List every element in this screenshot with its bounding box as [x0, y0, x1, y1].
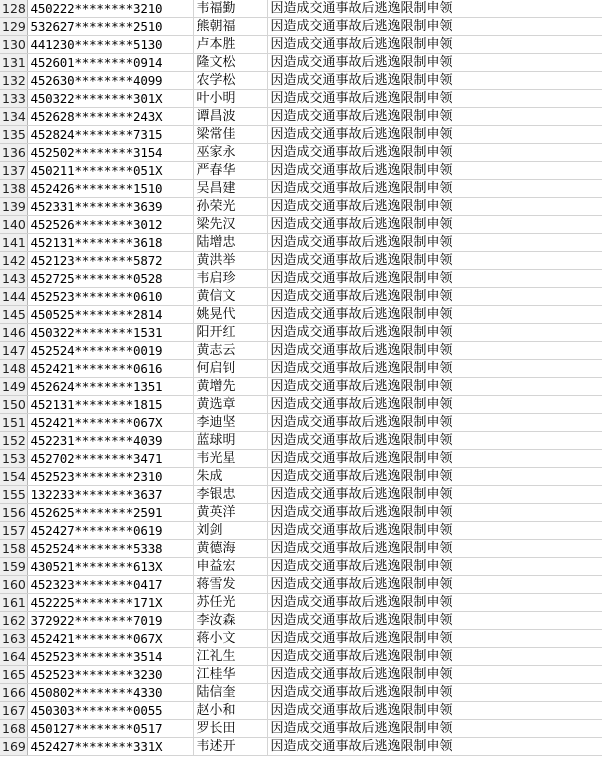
id-number-cell[interactable]: 452502********3154 — [27, 144, 193, 162]
row-number-header[interactable]: 142 — [2, 253, 26, 268]
table-row[interactable] — [0, 36, 602, 54]
reason-cell[interactable]: 因造成交通事故后逃逸限制申领 — [267, 72, 602, 90]
id-number-cell[interactable]: 452231********4039 — [27, 432, 193, 450]
row-number-header[interactable]: 141 — [2, 235, 26, 250]
reason-cell[interactable]: 因造成交通事故后逃逸限制申领 — [267, 666, 602, 684]
reason-cell[interactable]: 因造成交通事故后逃逸限制申领 — [267, 468, 602, 486]
row-number-header[interactable]: 161 — [2, 595, 26, 610]
id-number-cell[interactable]: 450322********1531 — [27, 324, 193, 342]
row-number-header[interactable]: 164 — [2, 649, 26, 664]
row-number-header[interactable]: 149 — [2, 379, 26, 394]
row-number-header[interactable]: 169 — [2, 739, 26, 754]
row-number-header[interactable]: 137 — [2, 163, 26, 178]
table-row[interactable] — [0, 234, 602, 252]
reason-cell[interactable]: 因造成交通事故后逃逸限制申领 — [267, 630, 602, 648]
table-row[interactable] — [0, 288, 602, 306]
id-number-cell[interactable]: 430521********613X — [27, 558, 193, 576]
name-cell[interactable]: 李汝森 — [193, 612, 267, 630]
table-row[interactable] — [0, 666, 602, 684]
name-cell[interactable]: 刘剑 — [193, 522, 267, 540]
reason-cell[interactable]: 因造成交通事故后逃逸限制申领 — [267, 252, 602, 270]
table-row[interactable] — [0, 504, 602, 522]
name-cell[interactable]: 苏任光 — [193, 594, 267, 612]
row-number-header[interactable]: 140 — [2, 217, 26, 232]
id-number-cell[interactable]: 452601********0914 — [27, 54, 193, 72]
name-cell[interactable]: 农学松 — [193, 72, 267, 90]
id-number-cell[interactable]: 452628********243X — [27, 108, 193, 126]
reason-cell[interactable]: 因造成交通事故后逃逸限制申领 — [267, 720, 602, 738]
id-number-cell[interactable]: 450322********301X — [27, 90, 193, 108]
row-number-header[interactable]: 156 — [2, 505, 26, 520]
table-row[interactable] — [0, 396, 602, 414]
table-row[interactable] — [0, 540, 602, 558]
row-number-header[interactable]: 157 — [2, 523, 26, 538]
id-number-cell[interactable]: 452427********331X — [27, 738, 193, 756]
id-number-cell[interactable]: 132233********3637 — [27, 486, 193, 504]
table-row[interactable] — [0, 108, 602, 126]
table-row[interactable] — [0, 702, 602, 720]
id-number-cell[interactable]: 450525********2814 — [27, 306, 193, 324]
reason-cell[interactable]: 因造成交通事故后逃逸限制申领 — [267, 0, 602, 18]
table-row[interactable] — [0, 324, 602, 342]
table-row[interactable] — [0, 450, 602, 468]
name-cell[interactable]: 韦启珍 — [193, 270, 267, 288]
name-cell[interactable]: 黄选章 — [193, 396, 267, 414]
row-number-header[interactable]: 128 — [2, 1, 26, 16]
name-cell[interactable]: 严春华 — [193, 162, 267, 180]
name-cell[interactable]: 黄信文 — [193, 288, 267, 306]
reason-cell[interactable]: 因造成交通事故后逃逸限制申领 — [267, 162, 602, 180]
row-number-header[interactable]: 147 — [2, 343, 26, 358]
name-cell[interactable]: 何启钊 — [193, 360, 267, 378]
reason-cell[interactable]: 因造成交通事故后逃逸限制申领 — [267, 648, 602, 666]
name-cell[interactable]: 陆增忠 — [193, 234, 267, 252]
table-row[interactable] — [0, 378, 602, 396]
name-cell[interactable]: 江礼生 — [193, 648, 267, 666]
row-number-header[interactable]: 163 — [2, 631, 26, 646]
table-row[interactable] — [0, 54, 602, 72]
name-cell[interactable]: 朱成 — [193, 468, 267, 486]
row-number-header[interactable]: 167 — [2, 703, 26, 718]
reason-cell[interactable]: 因造成交通事故后逃逸限制申领 — [267, 234, 602, 252]
name-cell[interactable]: 陆信奎 — [193, 684, 267, 702]
reason-cell[interactable]: 因造成交通事故后逃逸限制申领 — [267, 90, 602, 108]
name-cell[interactable]: 姚晃代 — [193, 306, 267, 324]
reason-cell[interactable]: 因造成交通事故后逃逸限制申领 — [267, 270, 602, 288]
table-row[interactable] — [0, 180, 602, 198]
id-number-cell[interactable]: 450802********4330 — [27, 684, 193, 702]
id-number-cell[interactable]: 452225********171X — [27, 594, 193, 612]
name-cell[interactable]: 李银忠 — [193, 486, 267, 504]
id-number-cell[interactable]: 450211********051X — [27, 162, 193, 180]
name-cell[interactable]: 黄德海 — [193, 540, 267, 558]
name-cell[interactable]: 蓝球明 — [193, 432, 267, 450]
id-number-cell[interactable]: 452427********0619 — [27, 522, 193, 540]
row-number-header[interactable]: 150 — [2, 397, 26, 412]
table-row[interactable] — [0, 612, 602, 630]
table-row[interactable] — [0, 414, 602, 432]
id-number-cell[interactable]: 452624********1351 — [27, 378, 193, 396]
reason-cell[interactable]: 因造成交通事故后逃逸限制申领 — [267, 522, 602, 540]
name-cell[interactable]: 申益宏 — [193, 558, 267, 576]
table-row[interactable] — [0, 306, 602, 324]
reason-cell[interactable]: 因造成交通事故后逃逸限制申领 — [267, 360, 602, 378]
table-row[interactable] — [0, 72, 602, 90]
name-cell[interactable]: 梁先汉 — [193, 216, 267, 234]
table-row[interactable] — [0, 18, 602, 36]
reason-cell[interactable]: 因造成交通事故后逃逸限制申领 — [267, 576, 602, 594]
row-number-header[interactable]: 134 — [2, 109, 26, 124]
id-number-cell[interactable]: 441230********5130 — [27, 36, 193, 54]
id-number-cell[interactable]: 452426********1510 — [27, 180, 193, 198]
row-number-header[interactable]: 153 — [2, 451, 26, 466]
reason-cell[interactable]: 因造成交通事故后逃逸限制申领 — [267, 432, 602, 450]
table-row[interactable] — [0, 522, 602, 540]
id-number-cell[interactable]: 452725********0528 — [27, 270, 193, 288]
name-cell[interactable]: 蒋雪发 — [193, 576, 267, 594]
id-number-cell[interactable]: 532627********2510 — [27, 18, 193, 36]
row-number-header[interactable]: 136 — [2, 145, 26, 160]
id-number-cell[interactable]: 452331********3639 — [27, 198, 193, 216]
reason-cell[interactable]: 因造成交通事故后逃逸限制申领 — [267, 126, 602, 144]
name-cell[interactable]: 吴昌建 — [193, 180, 267, 198]
id-number-cell[interactable]: 372922********7019 — [27, 612, 193, 630]
row-number-header[interactable]: 166 — [2, 685, 26, 700]
table-row[interactable] — [0, 126, 602, 144]
row-number-header[interactable]: 155 — [2, 487, 26, 502]
table-row[interactable] — [0, 252, 602, 270]
row-number-header[interactable]: 129 — [2, 19, 26, 34]
reason-cell[interactable]: 因造成交通事故后逃逸限制申领 — [267, 684, 602, 702]
table-row[interactable] — [0, 270, 602, 288]
id-number-cell[interactable]: 450127********0517 — [27, 720, 193, 738]
row-number-header[interactable]: 138 — [2, 181, 26, 196]
table-row[interactable] — [0, 648, 602, 666]
table-row[interactable] — [0, 432, 602, 450]
id-number-cell[interactable]: 452523********3230 — [27, 666, 193, 684]
reason-cell[interactable]: 因造成交通事故后逃逸限制申领 — [267, 414, 602, 432]
row-number-header[interactable]: 154 — [2, 469, 26, 484]
reason-cell[interactable]: 因造成交通事故后逃逸限制申领 — [267, 36, 602, 54]
name-cell[interactable]: 韦述开 — [193, 738, 267, 756]
reason-cell[interactable]: 因造成交通事故后逃逸限制申领 — [267, 702, 602, 720]
id-number-cell[interactable]: 452123********5872 — [27, 252, 193, 270]
id-number-cell[interactable]: 452421********067X — [27, 414, 193, 432]
id-number-cell[interactable]: 452421********0616 — [27, 360, 193, 378]
table-row[interactable] — [0, 360, 602, 378]
id-number-cell[interactable]: 452421********067X — [27, 630, 193, 648]
id-number-cell[interactable]: 452131********1815 — [27, 396, 193, 414]
reason-cell[interactable]: 因造成交通事故后逃逸限制申领 — [267, 738, 602, 756]
id-number-cell[interactable]: 452824********7315 — [27, 126, 193, 144]
table-row[interactable] — [0, 630, 602, 648]
reason-cell[interactable]: 因造成交通事故后逃逸限制申领 — [267, 108, 602, 126]
id-number-cell[interactable]: 452702********3471 — [27, 450, 193, 468]
table-row[interactable] — [0, 738, 602, 756]
id-number-cell[interactable]: 452131********3618 — [27, 234, 193, 252]
table-row[interactable] — [0, 468, 602, 486]
name-cell[interactable]: 赵小和 — [193, 702, 267, 720]
row-number-header[interactable]: 133 — [2, 91, 26, 106]
row-number-header[interactable]: 168 — [2, 721, 26, 736]
reason-cell[interactable]: 因造成交通事故后逃逸限制申领 — [267, 450, 602, 468]
name-cell[interactable]: 卢本胜 — [193, 36, 267, 54]
row-number-header[interactable]: 160 — [2, 577, 26, 592]
row-number-header[interactable]: 151 — [2, 415, 26, 430]
id-number-cell[interactable]: 452524********0019 — [27, 342, 193, 360]
reason-cell[interactable]: 因造成交通事故后逃逸限制申领 — [267, 396, 602, 414]
name-cell[interactable]: 隆文松 — [193, 54, 267, 72]
reason-cell[interactable]: 因造成交通事故后逃逸限制申领 — [267, 306, 602, 324]
name-cell[interactable]: 熊朝福 — [193, 18, 267, 36]
reason-cell[interactable]: 因造成交通事故后逃逸限制申领 — [267, 540, 602, 558]
row-number-header[interactable]: 144 — [2, 289, 26, 304]
id-number-cell[interactable]: 452323********0417 — [27, 576, 193, 594]
reason-cell[interactable]: 因造成交通事故后逃逸限制申领 — [267, 18, 602, 36]
table-row[interactable] — [0, 576, 602, 594]
name-cell[interactable]: 韦光星 — [193, 450, 267, 468]
reason-cell[interactable]: 因造成交通事故后逃逸限制申领 — [267, 324, 602, 342]
id-number-cell[interactable]: 452630********4099 — [27, 72, 193, 90]
reason-cell[interactable]: 因造成交通事故后逃逸限制申领 — [267, 612, 602, 630]
name-cell[interactable]: 梁常佳 — [193, 126, 267, 144]
reason-cell[interactable]: 因造成交通事故后逃逸限制申领 — [267, 504, 602, 522]
table-row[interactable] — [0, 198, 602, 216]
id-number-cell[interactable]: 452523********3514 — [27, 648, 193, 666]
name-cell[interactable]: 李迪坚 — [193, 414, 267, 432]
row-number-header[interactable]: 159 — [2, 559, 26, 574]
name-cell[interactable]: 黄英洋 — [193, 504, 267, 522]
table-row[interactable] — [0, 90, 602, 108]
row-number-header[interactable]: 165 — [2, 667, 26, 682]
reason-cell[interactable]: 因造成交通事故后逃逸限制申领 — [267, 558, 602, 576]
table-row[interactable] — [0, 216, 602, 234]
name-cell[interactable]: 黄增先 — [193, 378, 267, 396]
reason-cell[interactable]: 因造成交通事故后逃逸限制申领 — [267, 198, 602, 216]
name-cell[interactable]: 叶小明 — [193, 90, 267, 108]
reason-cell[interactable]: 因造成交通事故后逃逸限制申领 — [267, 54, 602, 72]
reason-cell[interactable]: 因造成交通事故后逃逸限制申领 — [267, 342, 602, 360]
row-number-header[interactable]: 158 — [2, 541, 26, 556]
id-number-cell[interactable]: 452526********3012 — [27, 216, 193, 234]
name-cell[interactable]: 韦福勤 — [193, 0, 267, 18]
name-cell[interactable]: 孙荣光 — [193, 198, 267, 216]
row-number-header[interactable]: 143 — [2, 271, 26, 286]
row-number-header[interactable]: 130 — [2, 37, 26, 52]
row-number-header[interactable]: 135 — [2, 127, 26, 142]
row-number-header[interactable]: 131 — [2, 55, 26, 70]
table-row[interactable] — [0, 342, 602, 360]
reason-cell[interactable]: 因造成交通事故后逃逸限制申领 — [267, 144, 602, 162]
table-row[interactable] — [0, 144, 602, 162]
table-row[interactable] — [0, 720, 602, 738]
reason-cell[interactable]: 因造成交通事故后逃逸限制申领 — [267, 378, 602, 396]
table-row[interactable] — [0, 0, 602, 18]
row-number-header[interactable]: 162 — [2, 613, 26, 628]
table-row[interactable] — [0, 558, 602, 576]
reason-cell[interactable]: 因造成交通事故后逃逸限制申领 — [267, 288, 602, 306]
id-number-cell[interactable]: 452523********2310 — [27, 468, 193, 486]
id-number-cell[interactable]: 452523********0610 — [27, 288, 193, 306]
row-number-header[interactable]: 152 — [2, 433, 26, 448]
name-cell[interactable]: 黄志云 — [193, 342, 267, 360]
reason-cell[interactable]: 因造成交通事故后逃逸限制申领 — [267, 594, 602, 612]
row-number-header[interactable]: 145 — [2, 307, 26, 322]
row-number-header[interactable]: 139 — [2, 199, 26, 214]
name-cell[interactable]: 谭昌波 — [193, 108, 267, 126]
id-number-cell[interactable]: 452524********5338 — [27, 540, 193, 558]
row-number-header[interactable]: 132 — [2, 73, 26, 88]
id-number-cell[interactable]: 452625********2591 — [27, 504, 193, 522]
table-row[interactable] — [0, 684, 602, 702]
name-cell[interactable]: 蒋小文 — [193, 630, 267, 648]
name-cell[interactable]: 巫家永 — [193, 144, 267, 162]
table-row[interactable] — [0, 162, 602, 180]
name-cell[interactable]: 江桂华 — [193, 666, 267, 684]
row-number-header[interactable]: 148 — [2, 361, 26, 376]
name-cell[interactable]: 阳开红 — [193, 324, 267, 342]
reason-cell[interactable]: 因造成交通事故后逃逸限制申领 — [267, 216, 602, 234]
reason-cell[interactable]: 因造成交通事故后逃逸限制申领 — [267, 180, 602, 198]
name-cell[interactable]: 罗长田 — [193, 720, 267, 738]
name-cell[interactable]: 黄洪举 — [193, 252, 267, 270]
table-row[interactable] — [0, 594, 602, 612]
reason-cell[interactable]: 因造成交通事故后逃逸限制申领 — [267, 486, 602, 504]
row-number-header[interactable]: 146 — [2, 325, 26, 340]
id-number-cell[interactable]: 450303********0055 — [27, 702, 193, 720]
table-row[interactable] — [0, 486, 602, 504]
id-number-cell[interactable]: 450222********3210 — [27, 0, 193, 18]
